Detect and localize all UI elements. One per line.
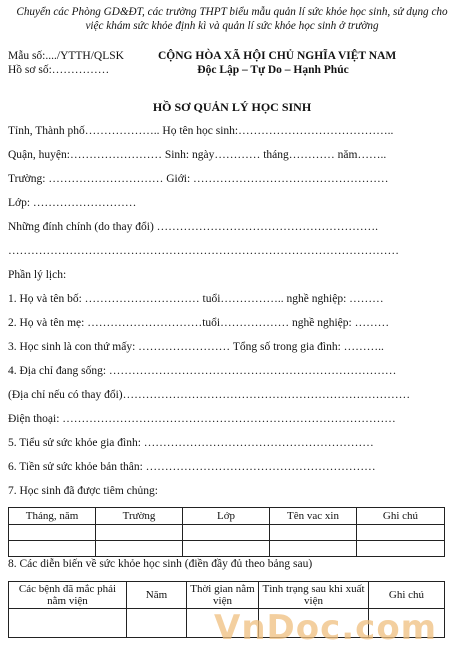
column-header: Ghi chú xyxy=(369,582,445,609)
column-header: Các bệnh đã mắc phải nằm viện xyxy=(9,582,127,609)
watermark-logo: VnDoc.com xyxy=(214,608,438,648)
field-class: Lớp: ……………………… xyxy=(8,197,137,209)
form-code: Mẫu số:..../YTTH/QLSK xyxy=(8,50,124,62)
table-cell xyxy=(357,541,445,557)
field-address-change: (Địa chỉ nếu có thay đổi)………………………………………………………………… xyxy=(8,389,411,401)
field-child-order: 3. Học sinh là con thứ mấy: …………………… Tổng số trong gia đình: ……….. xyxy=(8,341,384,353)
record-number: Hồ sơ số:…………… xyxy=(8,64,110,76)
field-province: Tỉnh, Thành phố……………….. Họ tên học sinh:………………………………….. xyxy=(8,125,394,137)
table-cell xyxy=(96,541,183,557)
table-cell xyxy=(270,525,357,541)
field-phone: Điện thoại: …………………………………………………………………………… xyxy=(8,413,396,425)
table-cell xyxy=(9,609,127,638)
background-heading: Phần lý lịch: xyxy=(8,269,67,281)
column-header: Tên vac xin xyxy=(270,508,357,525)
table-cell xyxy=(183,525,270,541)
table-cell xyxy=(183,541,270,557)
nation-name: CỘNG HÒA XÃ HỘI CHỦ NGHĨA VIỆT NAM xyxy=(158,50,397,62)
table-cell xyxy=(270,541,357,557)
column-header: Tháng, năm xyxy=(9,508,96,525)
field-district: Quận, huyện:…………………… Sinh: ngày………… tháng………… năm…….. xyxy=(8,149,387,161)
page-title: HỒ SƠ QUẢN LÝ HỌC SINH xyxy=(152,100,312,114)
table-cell xyxy=(9,525,96,541)
field-mother: 2. Họ và tên mẹ: …………………………tuổi……………… nghề nghiệp: ……… xyxy=(8,317,390,329)
table-cell xyxy=(127,609,187,638)
motto: Độc Lập – Tự Do – Hạnh Phúc xyxy=(197,64,349,76)
field-family-history: 5. Tiểu sử sức khỏe gia đình: …………………………………………………… xyxy=(8,437,374,449)
column-header: Tình trạng sau khi xuất viện xyxy=(259,582,369,609)
table-header-row xyxy=(9,582,445,609)
vaccine-table xyxy=(8,507,445,557)
table-row xyxy=(9,525,445,541)
table-cell xyxy=(9,541,96,557)
column-header: Trường xyxy=(96,508,183,525)
health-heading: 8. Các diễn biến về sức khỏe học sinh (điền đầy đủ theo bảng sau) xyxy=(8,558,313,570)
table-cell xyxy=(96,525,183,541)
column-header: Năm xyxy=(127,582,187,609)
field-address: 4. Địa chỉ đang sống: ………………………………………………………………… xyxy=(8,365,397,377)
table-header-row xyxy=(9,508,445,525)
table-row xyxy=(9,541,445,557)
field-correction-continued: ………………………………………………………………………………………… xyxy=(8,245,399,257)
field-personal-history: 6. Tiền sử sức khỏe bản thân: …………………………………………………… xyxy=(8,461,376,473)
column-header: Thời gian nằm viện xyxy=(187,582,259,609)
table-cell xyxy=(357,525,445,541)
field-school: Trường: ………………………… Giới: …………………………………………… xyxy=(8,173,389,185)
field-father: 1. Họ và tên bố: ………………………… tuổi…………….. nghề nghiệp: ……… xyxy=(8,293,384,305)
column-header: Lớp xyxy=(183,508,270,525)
vaccination-heading: 7. Học sinh đã được tiêm chủng: xyxy=(8,485,158,497)
field-correction: Những đính chính (do thay đổi) …………………………………………………. xyxy=(8,221,379,233)
column-header: Ghi chú xyxy=(357,508,445,525)
intro-note: Chuyển các Phòng GD&ĐT, các trường THPT biểu mẫu quản lí sức khỏe học sinh, sử dụng cho việc khám sức khỏe định kì và quản lí sức khỏe học sinh ở trường xyxy=(16,6,448,32)
